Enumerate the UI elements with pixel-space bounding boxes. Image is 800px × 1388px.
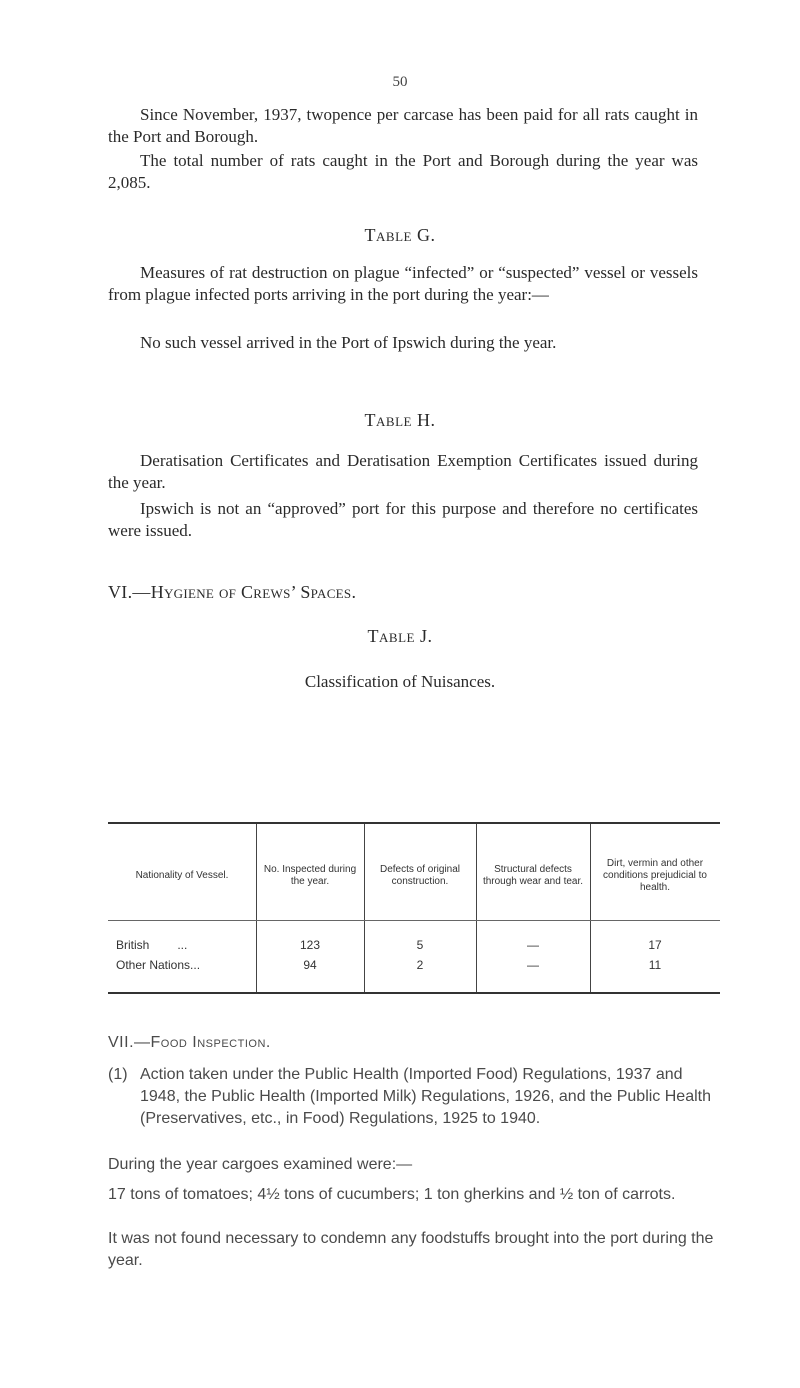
intro-paragraph-2 bbox=[108, 150, 698, 194]
row-british-original: 5 bbox=[416, 938, 424, 952]
food-item-1 bbox=[108, 1064, 718, 1130]
row-other-dirt: 11 bbox=[648, 958, 662, 972]
table-h-desc-text: Deratisation Certificates and Deratisation Exemption Certificates issued during the year. bbox=[108, 451, 698, 492]
header-dirt-vermin: Dirt, vermin and other conditions prejudicial to health. bbox=[603, 858, 707, 893]
table-g-heading: Table G. bbox=[364, 225, 436, 245]
header-divider bbox=[108, 920, 720, 921]
food-conclusion: It was not found necessary to condemn any foodstuffs brought into the port during the year. bbox=[108, 1230, 714, 1269]
table-h-note bbox=[108, 498, 698, 542]
nuisances-table bbox=[108, 822, 720, 994]
table-g-desc-text: Measures of rat destruction on plague “infected” or “suspected” vessel or vessels from plague infected ports arriving in the port during the year:— bbox=[108, 263, 698, 304]
row-other-nationality: Other Nations... bbox=[116, 958, 201, 972]
row-british-nationality bbox=[116, 938, 187, 952]
intro-text-2: The total number of rats caught in the Port and Borough during the year was 2,085. bbox=[108, 151, 698, 192]
item-1-label: (1) bbox=[108, 1066, 128, 1083]
row-other-original: 2 bbox=[416, 958, 424, 972]
header-inspected: No. Inspected during the year. bbox=[263, 864, 357, 887]
intro-text-1: Since November, 1937, twopence per carcase has been paid for all rats caught in the Port and Borough. bbox=[108, 105, 698, 146]
page-number: 50 bbox=[392, 74, 408, 90]
row-british-inspected: 123 bbox=[299, 938, 321, 952]
row-british-dirt: 17 bbox=[648, 938, 662, 952]
row-british-structural: — bbox=[527, 938, 539, 952]
header-nationality: Nationality of Vessel. bbox=[135, 870, 229, 881]
table-h-heading: Table H. bbox=[364, 410, 436, 430]
table-h-note-text: Ipswich is not an “approved” port for this purpose and therefore no certificates were issued. bbox=[108, 499, 698, 540]
leader-dots: ... bbox=[177, 938, 188, 952]
section-vi-heading: VI.—Hygiene of Crews’ Spaces. bbox=[108, 582, 357, 602]
nationality-text: British bbox=[116, 938, 150, 952]
table-h-description bbox=[108, 450, 698, 494]
table-j-heading: Table J. bbox=[367, 626, 433, 646]
header-original-defects: Defects of original construction. bbox=[379, 864, 461, 887]
table-g-note bbox=[108, 332, 698, 354]
intro-paragraph-1 bbox=[108, 104, 698, 148]
section-vii-heading: VII.—Food Inspection. bbox=[108, 1034, 271, 1051]
cargo-list: 17 tons of tomatoes; 4½ tons of cucumbers; 1 ton gherkins and ½ ton of carrots. bbox=[108, 1186, 676, 1203]
table-g-note-text: No such vessel arrived in the Port of Ipswich during the year. bbox=[140, 333, 557, 352]
table-j-subtitle: Classification of Nuisances. bbox=[304, 672, 496, 691]
cargo-intro: During the year cargoes examined were:— bbox=[108, 1156, 413, 1173]
row-other-inspected: 94 bbox=[303, 958, 317, 972]
table-g-description bbox=[108, 262, 698, 306]
item-1-text: Action taken under the Public Health (Imported Food) Regulations, 1937 and 1948, the Public Health (Imported Milk) Regulations, 1926, and the Public Health (Preservatives, etc., in Food) Regulations, 1925 to 1940. bbox=[140, 1066, 711, 1127]
row-other-structural: — bbox=[527, 958, 539, 972]
header-structural-defects: Structural defects through wear and tear. bbox=[482, 864, 584, 887]
